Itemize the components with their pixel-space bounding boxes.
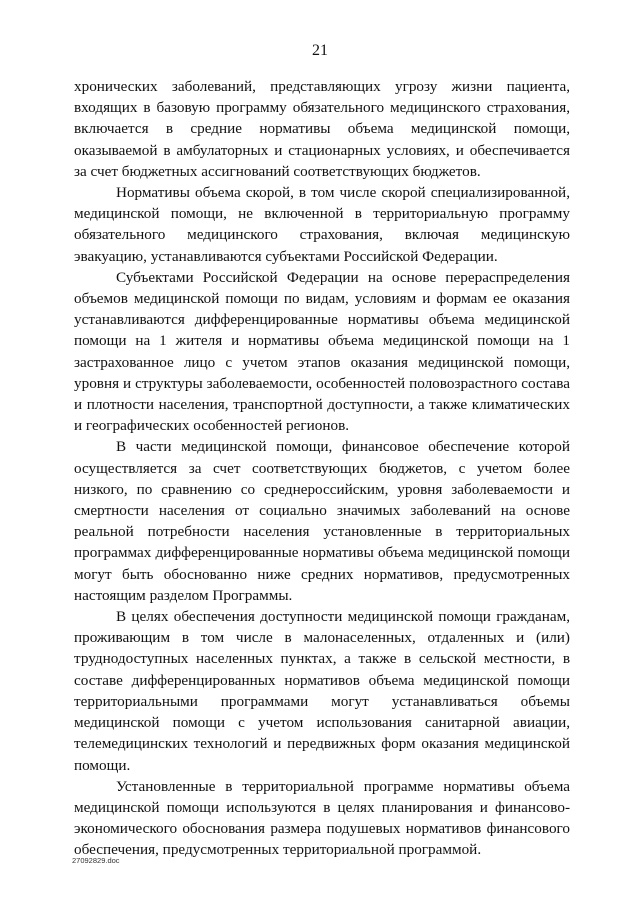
footer-filename: 27092829.doc	[72, 856, 120, 865]
paragraph-planning-usage: Установленные в территориальной программе нормативы объема медицинской помощи используются в целях планирования и финансово-экономического обоснования размера подушевых нормативов финансового обеспечения, предусмотренных территориальной программой.	[74, 777, 570, 859]
paragraph-budget-financed-care: В части медицинской помощи, финансовое обеспечение которой осуществляется за счет соответствующих бюджетов, с учетом более низкого, по сравнению со среднероссийским, уровня заболеваемости и смертности населения от социально значимых заболеваний на основе реальной потребности населения установленные в территориальных программах дифференцированные нормативы объема медицинской помощи могут быть обоснованно ниже средних нормативов, предусмотренных настоящим разделом Программы.	[74, 438, 570, 604]
page-number: 21	[312, 42, 328, 59]
paragraph-accessibility: В целях обеспечения доступности медицинской помощи гражданам, проживающим в том числе в малонаселенных, отдаленных и (или) труднодоступных населенных пунктах, а также в сельской местности, в составе дифференцированных нормативов объема медицинской помощи территориальными программами могут устанавливаться объемы медицинской помощи с учетом использования санитарной авиации, телемедицинских технологий и передвижных форм оказания медицинской помощи.	[74, 608, 570, 774]
paragraph-continuation: хронических заболеваний, представляющих угрозу жизни пациента, входящих в базовую программу обязательного медицинского страхования, включается в средние нормативы объема медицинской помощи, оказываемой в амбулаторных и стационарных условиях, и обеспечивается за счет бюджетных ассигнований соответствующих бюджетов.	[74, 78, 570, 180]
paragraph-emergency-care-norms: Нормативы объема скорой, в том числе скорой специализированной, медицинской помощи, не включенной в территориальную программу обязательного медицинского страхования, включая медицинскую эвакуацию, устанавливаются субъектами Российской Федерации.	[74, 184, 570, 265]
document-body	[74, 76, 570, 861]
paragraph-differentiated-norms: Субъектами Российской Федерации на основе перераспределения объемов медицинской помощи по видам, условиям и формам ее оказания устанавливаются дифференцированные нормативы объема медицинской помощи на 1 жителя и нормативы объема медицинской помощи на 1 застрахованное лицо с учетом этапов оказания медицинской помощи, уровня и структуры заболеваемости, особенностей половозрастного состава и плотности населения, транспортной доступности, а также климатических и географических особенностей регионов.	[74, 268, 570, 435]
